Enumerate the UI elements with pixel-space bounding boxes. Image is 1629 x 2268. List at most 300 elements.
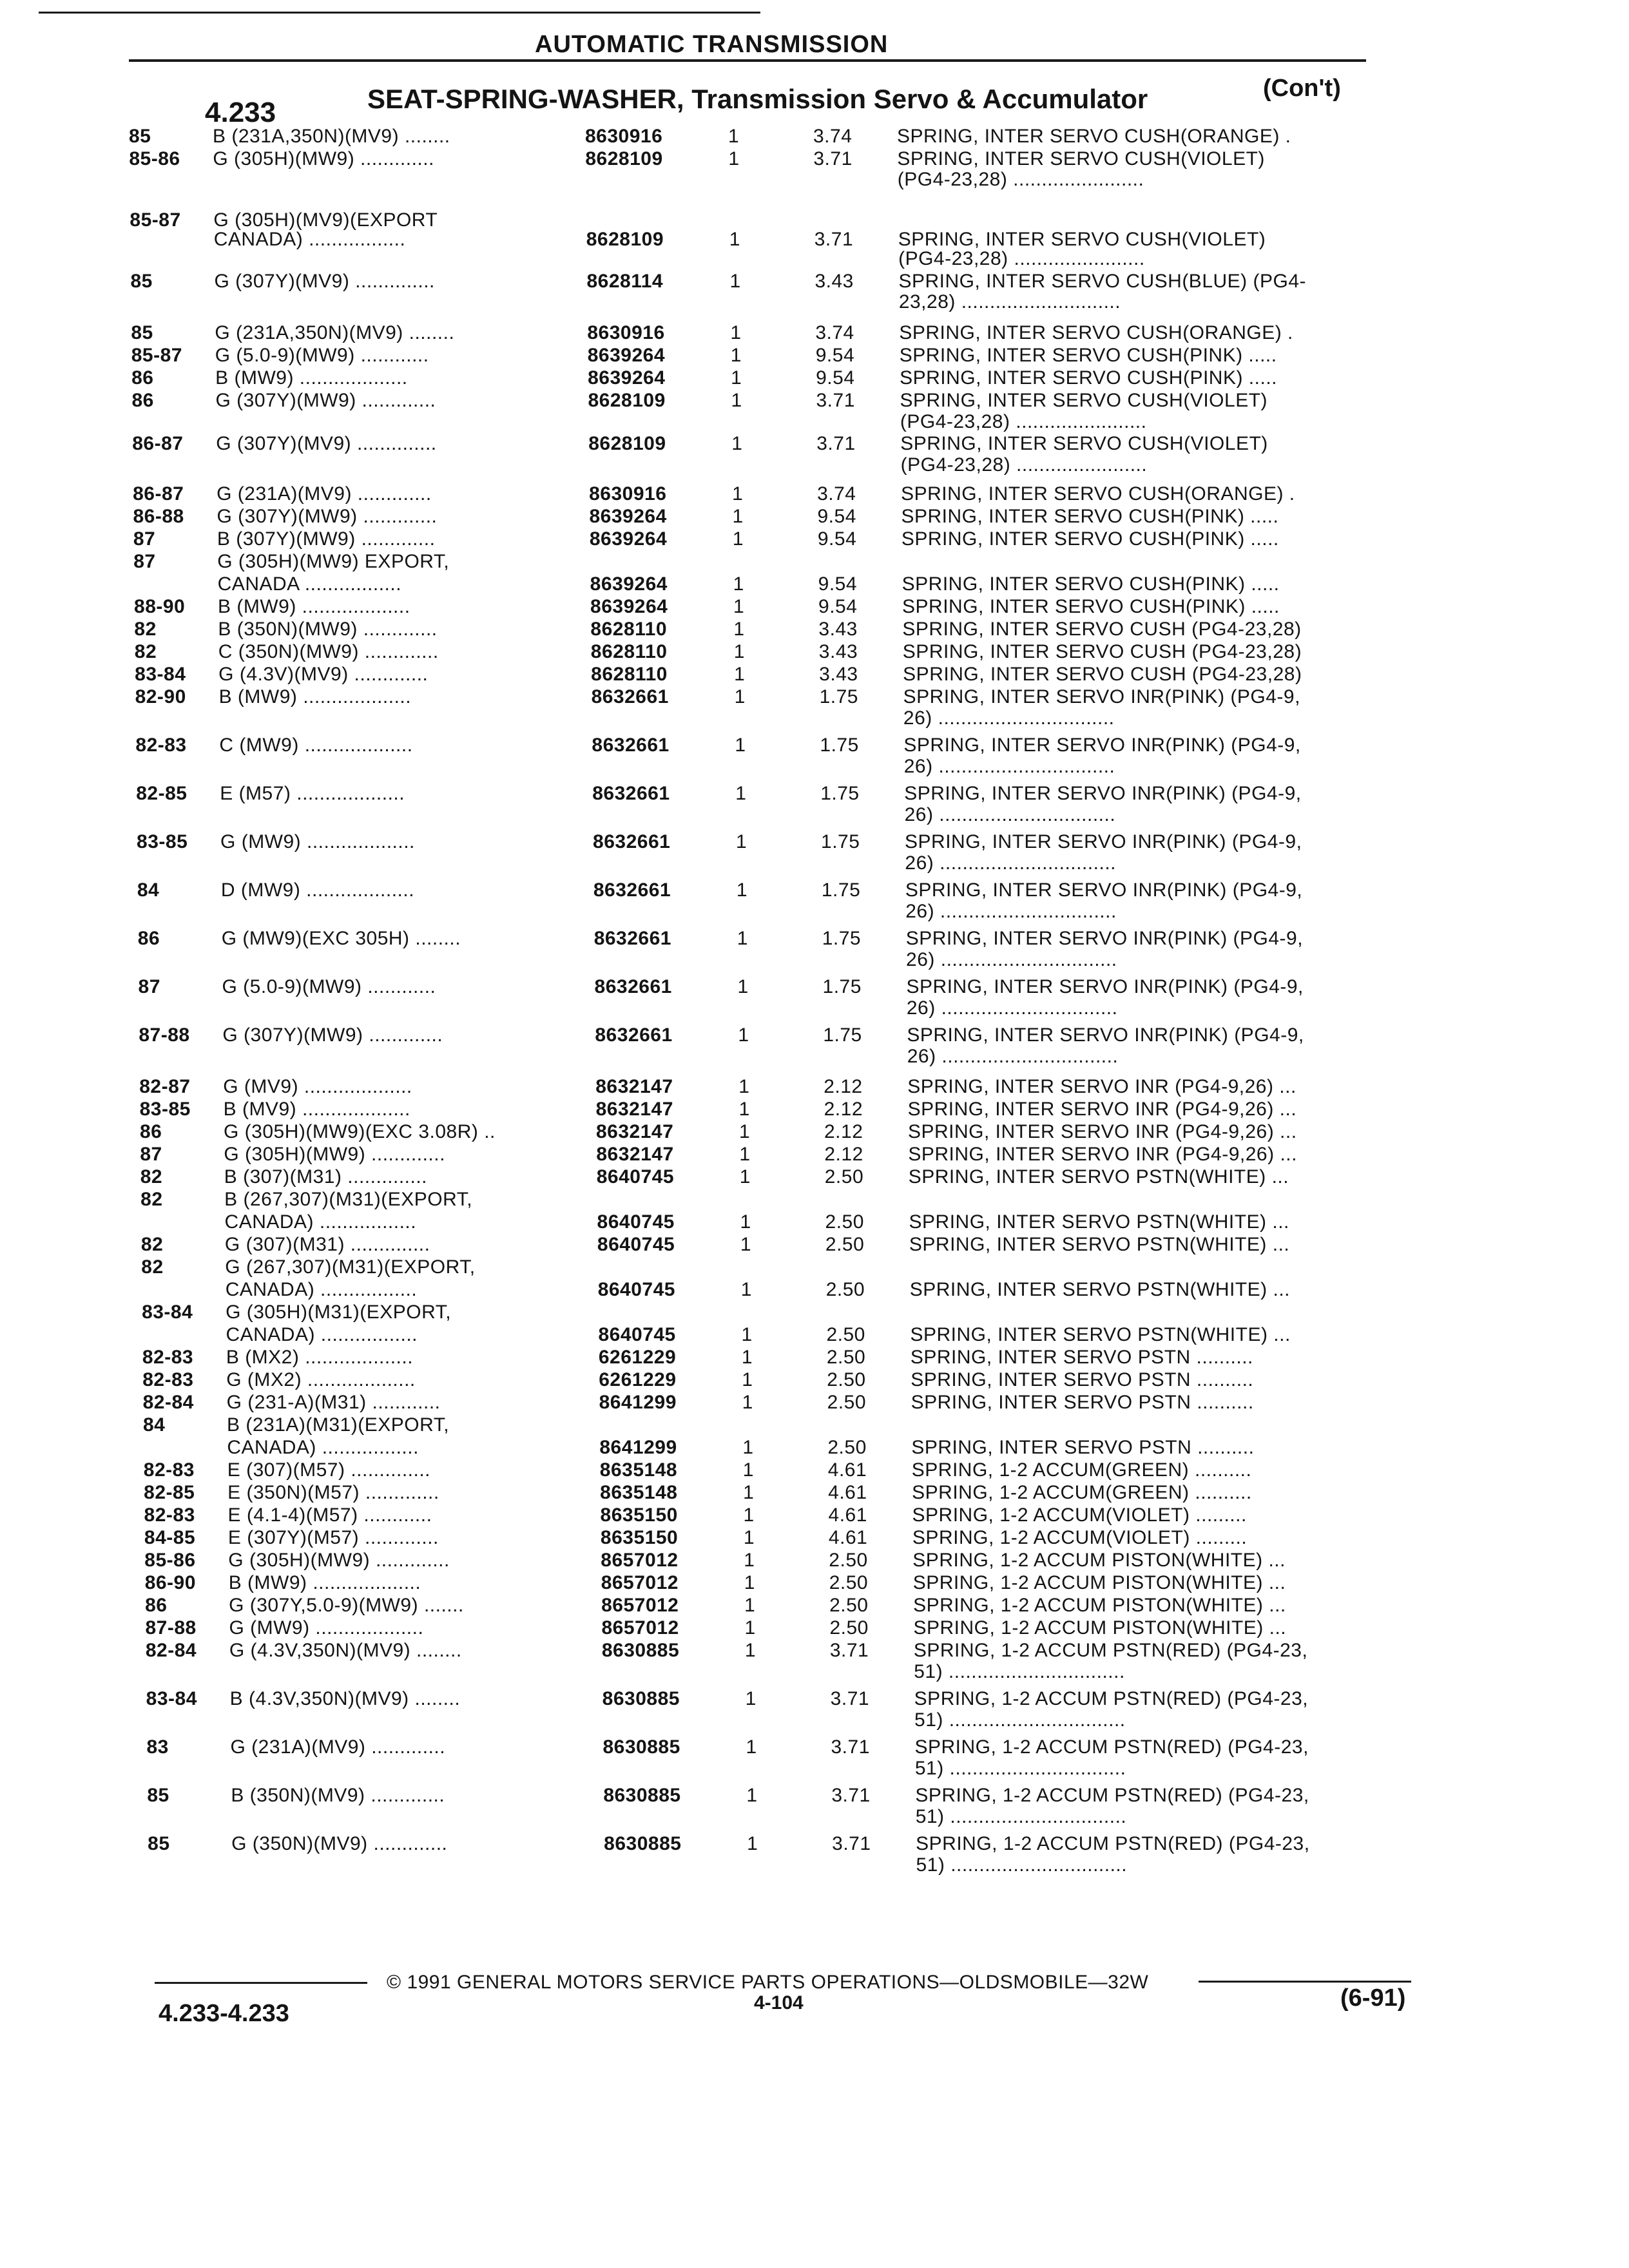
quantity: 1 <box>742 1392 753 1413</box>
part-number: 8628109 <box>586 229 664 250</box>
description: SPRING, INTER SERVO INR(PINK) (PG4-9, <box>903 735 1301 756</box>
part-number: 8639264 <box>589 528 668 550</box>
price: 2.50 <box>829 1617 869 1639</box>
price: 3.71 <box>813 148 853 169</box>
application: B (4.3V,350N)(MV9) ........ <box>229 1688 461 1709</box>
description: SPRING, INTER SERVO INR (PG4-9,26) ... <box>907 1121 1297 1142</box>
quantity: 1 <box>738 1076 750 1097</box>
quantity: 1 <box>736 831 747 852</box>
description: 26) ............................... <box>904 804 1116 825</box>
quantity: 1 <box>729 229 740 250</box>
description: SPRING, INTER SERVO CUSH(ORANGE) . <box>901 483 1295 505</box>
price: 3.71 <box>829 1640 869 1661</box>
description: SPRING, 1-2 ACCUM(VIOLET) ......... <box>912 1527 1248 1548</box>
model-year: 86 <box>145 1595 168 1616</box>
description: SPRING, INTER SERVO PSTN(WHITE) ... <box>908 1166 1289 1187</box>
model-year: 82 <box>134 641 157 662</box>
description: SPRING, INTER SERVO CUSH(VIOLET) <box>900 433 1268 454</box>
price: 1.75 <box>823 1024 862 1046</box>
quantity: 1 <box>740 1234 752 1255</box>
price: 2.50 <box>829 1550 868 1571</box>
table-row <box>0 1121 1629 1147</box>
application: G (305H)(MW9)(EXC 3.08R) .. <box>223 1121 496 1142</box>
description: SPRING, INTER SERVO PSTN .......... <box>911 1369 1254 1390</box>
part-number: 8632661 <box>592 735 670 756</box>
application: B (MW9) ................... <box>218 596 410 617</box>
description: SPRING, INTER SERVO CUSH(PINK) ..... <box>901 573 1280 595</box>
quantity: 1 <box>733 619 745 640</box>
model-year: 85-86 <box>144 1550 196 1571</box>
price: 3.71 <box>832 1833 871 1854</box>
application: G (305H)(MW9) ............. <box>228 1550 450 1571</box>
application: E (4.1-4)(M57) ............ <box>227 1504 432 1526</box>
model-year: 82 <box>140 1189 163 1210</box>
description: SPRING, INTER SERVO INR (PG4-9,26) ... <box>908 1144 1297 1165</box>
quantity: 1 <box>740 1211 751 1233</box>
part-number: 8640745 <box>596 1166 675 1187</box>
part-number: 8632661 <box>592 783 670 804</box>
application: G (305H)(MW9) ............. <box>213 148 434 169</box>
description: SPRING, 1-2 ACCUM PSTN(RED) (PG4-23, <box>914 1736 1309 1758</box>
table-row <box>0 1806 1629 1832</box>
model-year: 82-87 <box>139 1076 191 1097</box>
quantity: 1 <box>743 1504 755 1526</box>
description: 23,28) ............................ <box>898 291 1121 312</box>
model-year: 84 <box>143 1414 166 1436</box>
model-year: 86 <box>137 928 160 949</box>
description: 26) ............................... <box>907 1046 1119 1067</box>
table-row <box>0 1099 1629 1124</box>
part-number: 8632147 <box>595 1099 673 1120</box>
part-number: 8630916 <box>589 483 667 505</box>
model-year: 82-90 <box>135 686 186 707</box>
application: CANADA) ................. <box>227 1437 419 1458</box>
price: 9.54 <box>817 506 856 527</box>
continued-label: (Con't) <box>1263 75 1341 102</box>
application: CANADA) ................. <box>224 1211 417 1233</box>
table-row <box>0 291 1629 317</box>
model-year: 82-83 <box>135 735 187 756</box>
price: 3.71 <box>831 1785 871 1806</box>
price: 3.71 <box>831 1736 870 1758</box>
table-row <box>0 573 1629 599</box>
price: 3.43 <box>815 271 854 292</box>
model-year: 85-87 <box>130 209 181 231</box>
application: G (231A)(MV9) ............. <box>217 483 432 505</box>
application: C (MW9) ................... <box>219 735 413 756</box>
price: 3.43 <box>818 641 858 662</box>
application: G (4.3V,350N)(MV9) ........ <box>229 1640 462 1661</box>
price: 2.50 <box>826 1347 866 1368</box>
table-row <box>0 1144 1629 1169</box>
description: SPRING, 1-2 ACCUM PSTN(RED) (PG4-23, <box>914 1688 1309 1709</box>
price: 1.75 <box>820 735 859 756</box>
application: G (307Y)(MV9) .............. <box>214 271 435 292</box>
part-number: 8657012 <box>601 1617 679 1639</box>
table-row <box>0 1437 1629 1463</box>
part-number: 8632661 <box>591 686 669 707</box>
model-year: 86-90 <box>144 1572 196 1593</box>
quantity: 1 <box>737 976 749 997</box>
price: 3.71 <box>830 1688 870 1709</box>
model-year: 86-87 <box>133 483 184 505</box>
quantity: 1 <box>741 1347 753 1368</box>
application: G (MW9) ................... <box>229 1617 424 1639</box>
part-number: 8640745 <box>597 1211 675 1233</box>
group-title: SEAT-SPRING-WASHER, Transmission Servo & Accumulator <box>367 84 1148 114</box>
application: G (307Y,5.0-9)(MW9) ....... <box>229 1595 464 1616</box>
application: B (350N)(MW9) ............. <box>218 619 438 640</box>
description: (PG4-23,28) ....................... <box>900 454 1148 476</box>
quantity: 1 <box>745 1688 757 1709</box>
part-number: 8628109 <box>585 148 663 169</box>
footer-rule-left <box>155 1982 367 1984</box>
price: 4.61 <box>828 1504 867 1526</box>
model-year: 83 <box>146 1736 169 1758</box>
price: 1.75 <box>819 686 858 707</box>
part-number: 6261229 <box>598 1347 677 1368</box>
application: G (307)(M31) .............. <box>224 1234 430 1255</box>
application: B (MX2) ................... <box>226 1347 414 1368</box>
model-year: 83-85 <box>139 1099 191 1120</box>
model-year: 82-83 <box>144 1504 195 1526</box>
revision-date: (6-91) <box>1340 1984 1406 2012</box>
part-number: 8635148 <box>600 1482 678 1503</box>
description: 51) ............................... <box>914 1758 1126 1779</box>
application: G (267,307)(M31)(EXPORT, <box>225 1256 476 1278</box>
table-row <box>0 1392 1629 1418</box>
part-number: 8639264 <box>587 345 666 366</box>
price: 2.50 <box>825 1211 864 1233</box>
model-year: 82-83 <box>142 1347 194 1368</box>
description: SPRING, INTER SERVO INR(PINK) (PG4-9, <box>906 976 1304 997</box>
description: SPRING, INTER SERVO CUSH(ORANGE) . <box>899 322 1293 343</box>
description: SPRING, INTER SERVO CUSH (PG4-23,28) <box>903 664 1302 685</box>
part-number: 8630885 <box>601 1640 680 1661</box>
table-row <box>0 1189 1629 1215</box>
application: E (M57) ................... <box>220 783 405 804</box>
application: E (307)(M57) .............. <box>227 1459 431 1481</box>
description: SPRING, INTER SERVO PSTN .......... <box>910 1347 1253 1368</box>
application: G (4.3V)(MV9) ............. <box>218 664 429 685</box>
price: 3.74 <box>815 322 854 343</box>
part-number: 8640745 <box>597 1279 675 1300</box>
description: SPRING, INTER SERVO PSTN .......... <box>911 1392 1254 1413</box>
description: SPRING, 1-2 ACCUM(VIOLET) ......... <box>912 1504 1247 1526</box>
page-number: 4-104 <box>754 1992 804 2013</box>
part-number: 8628109 <box>588 433 666 454</box>
application: G (231A)(MV9) ............. <box>230 1736 446 1758</box>
table-row <box>0 1572 1629 1598</box>
table-row <box>0 506 1629 532</box>
table-row <box>0 804 1629 830</box>
description: SPRING, INTER SERVO CUSH(PINK) ..... <box>902 596 1280 617</box>
application: G (307Y)(MW9) ............. <box>217 506 438 527</box>
application: G (350N)(MV9) ............. <box>231 1833 448 1854</box>
part-number: 8630916 <box>587 322 665 343</box>
quantity: 1 <box>739 1166 751 1187</box>
quantity: 1 <box>731 390 742 411</box>
description: SPRING, INTER SERVO CUSH(VIOLET) <box>900 390 1268 411</box>
section-title: AUTOMATIC TRANSMISSION <box>535 31 889 58</box>
description: SPRING, INTER SERVO INR(PINK) (PG4-9, <box>903 686 1300 707</box>
description: SPRING, INTER SERVO INR (PG4-9,26) ... <box>907 1076 1296 1097</box>
quantity: 1 <box>747 1833 758 1854</box>
application: G (307Y)(MV9) .............. <box>216 433 437 454</box>
model-year: 87 <box>140 1144 162 1165</box>
part-number: 8632661 <box>593 928 671 949</box>
application: G (231-A)(M31) ............ <box>226 1392 441 1413</box>
model-year: 83-84 <box>146 1688 197 1709</box>
price: 2.50 <box>824 1166 864 1187</box>
section-title-rule <box>129 59 1366 62</box>
quantity: 1 <box>743 1482 755 1503</box>
quantity: 1 <box>742 1437 754 1458</box>
model-year: 85 <box>131 322 153 343</box>
description: 26) ............................... <box>903 756 1115 777</box>
description: SPRING, INTER SERVO CUSH(VIOLET) <box>897 148 1265 169</box>
application: B (MV9) ................... <box>223 1099 410 1120</box>
part-number: 8628110 <box>590 641 668 662</box>
application: CANADA) ................. <box>226 1324 418 1345</box>
description: SPRING, INTER SERVO PSTN(WHITE) ... <box>909 1234 1290 1255</box>
application: B (267,307)(M31)(EXPORT, <box>224 1189 473 1210</box>
quantity: 1 <box>731 367 742 389</box>
price: 9.54 <box>818 596 858 617</box>
table-row <box>0 248 1629 274</box>
application: G (MW9) ................... <box>220 831 415 852</box>
part-number: 8639264 <box>589 506 667 527</box>
model-year: 86 <box>139 1121 162 1142</box>
model-year: 82-83 <box>142 1369 194 1390</box>
model-year: 85 <box>130 271 153 292</box>
part-number: 8628114 <box>586 271 664 292</box>
model-year: 83-84 <box>135 664 186 685</box>
model-year: 83-85 <box>137 831 188 852</box>
model-year: 87 <box>138 976 160 997</box>
price: 9.54 <box>817 528 857 550</box>
description: SPRING, INTER SERVO CUSH(ORANGE) . <box>897 126 1291 147</box>
part-number: 8630916 <box>585 126 663 147</box>
part-number: 8635150 <box>600 1527 679 1548</box>
table-row <box>0 1076 1629 1102</box>
table-row <box>0 1758 1629 1783</box>
model-year: 82-85 <box>144 1482 195 1503</box>
table-row <box>0 1709 1629 1735</box>
table-row <box>0 949 1629 975</box>
quantity: 1 <box>735 735 746 756</box>
table-row <box>0 1302 1629 1327</box>
description: SPRING, INTER SERVO PSTN .......... <box>911 1437 1255 1458</box>
table-row <box>0 1211 1629 1237</box>
description: SPRING, INTER SERVO CUSH (PG4-23,28) <box>902 641 1302 662</box>
model-year: 83-84 <box>142 1302 193 1323</box>
quantity: 1 <box>732 506 744 527</box>
application: B (231A)(M31)(EXPORT, <box>227 1414 450 1436</box>
table-row <box>0 1369 1629 1395</box>
description: SPRING, INTER SERVO PSTN(WHITE) ... <box>909 1279 1291 1300</box>
table-row <box>0 852 1629 878</box>
application: B (MW9) ................... <box>218 686 412 707</box>
quantity: 1 <box>728 148 740 169</box>
part-number: 8635148 <box>599 1459 678 1481</box>
quantity: 1 <box>742 1369 753 1390</box>
price: 2.50 <box>827 1369 866 1390</box>
table-row <box>0 1661 1629 1687</box>
table-row <box>0 1347 1629 1372</box>
model-year: 87 <box>133 528 156 550</box>
model-year: 82 <box>141 1256 164 1278</box>
application: E (350N)(M57) ............. <box>227 1482 439 1503</box>
description: SPRING, 1-2 ACCUM PISTON(WHITE) ... <box>912 1550 1286 1571</box>
page-range: 4.233-4.233 <box>159 2000 289 2027</box>
description: SPRING, INTER SERVO PSTN(WHITE) ... <box>910 1324 1291 1345</box>
part-number: 8640745 <box>597 1234 675 1255</box>
quantity: 1 <box>733 596 745 617</box>
quantity: 1 <box>746 1785 758 1806</box>
part-number: 8630885 <box>602 1736 680 1758</box>
model-year: 86 <box>131 390 154 411</box>
part-number: 8632147 <box>596 1144 674 1165</box>
description: (PG4-23,28) ....................... <box>898 248 1145 269</box>
model-year: 82-84 <box>142 1392 194 1413</box>
description: 51) ............................... <box>914 1661 1125 1682</box>
price: 2.50 <box>826 1324 865 1345</box>
price: 2.50 <box>825 1279 865 1300</box>
description: SPRING, INTER SERVO CUSH(PINK) ..... <box>899 345 1277 366</box>
price: 2.12 <box>824 1121 863 1142</box>
model-year: 85 <box>147 1785 169 1806</box>
application: G (305H)(MV9)(EXPORT <box>213 209 438 231</box>
model-year: 84-85 <box>144 1527 196 1548</box>
application: B (231A,350N)(MV9) ........ <box>213 126 450 147</box>
part-number: 8632661 <box>595 1024 673 1046</box>
model-year: 85-86 <box>129 148 180 169</box>
description: SPRING, INTER SERVO CUSH(PINK) ..... <box>900 367 1277 389</box>
table-row <box>0 1527 1629 1553</box>
quantity: 1 <box>744 1595 756 1616</box>
price: 2.50 <box>829 1595 869 1616</box>
application: CANADA) ................. <box>225 1279 418 1300</box>
model-year: 86-88 <box>133 506 184 527</box>
application: CANADA ................. <box>217 573 402 595</box>
table-row <box>0 1046 1629 1072</box>
quantity: 1 <box>744 1572 755 1593</box>
table-row <box>0 619 1629 644</box>
table-row <box>0 1550 1629 1575</box>
description: 26) ............................... <box>906 997 1118 1019</box>
model-year: 86 <box>131 367 154 389</box>
description: SPRING, 1-2 ACCUM(GREEN) .......... <box>911 1459 1252 1481</box>
application: G (5.0-9)(MW9) ............ <box>222 976 436 997</box>
description: SPRING, INTER SERVO INR(PINK) (PG4-9, <box>905 928 1304 949</box>
part-number: 6261229 <box>599 1369 677 1390</box>
model-year: 86-87 <box>132 433 184 454</box>
quantity: 1 <box>733 573 744 595</box>
quantity: 1 <box>730 345 742 366</box>
part-number: 8635150 <box>600 1504 678 1526</box>
table-row <box>0 1279 1629 1305</box>
application: G (5.0-9)(MW9) ............ <box>215 345 429 366</box>
application: G (MX2) ................... <box>226 1369 416 1390</box>
application: G (307Y)(MW9) ............. <box>215 390 436 411</box>
table-row <box>0 345 1629 370</box>
model-year: 82-83 <box>143 1459 195 1481</box>
table-row <box>0 1459 1629 1485</box>
model-year: 87-88 <box>139 1024 190 1046</box>
table-row <box>0 1256 1629 1282</box>
part-number: 8630885 <box>604 1833 682 1854</box>
application: C (350N)(MW9) ............. <box>218 641 439 662</box>
quantity: 1 <box>737 928 748 949</box>
table-row <box>0 1617 1629 1643</box>
application: G (307Y)(MW9) ............. <box>222 1024 443 1046</box>
quantity: 1 <box>738 1121 751 1142</box>
price: 3.43 <box>819 664 858 685</box>
description: SPRING, 1-2 ACCUM PSTN(RED) (PG4-23, <box>915 1785 1309 1806</box>
description: SPRING, INTER SERVO CUSH(VIOLET) <box>898 229 1266 250</box>
application: G (231A,350N)(MV9) ........ <box>215 322 455 343</box>
model-year: 82 <box>140 1166 163 1187</box>
description: (PG4-23,28) ....................... <box>900 411 1147 432</box>
footer-rule-right <box>1199 1981 1411 1983</box>
model-year: 85 <box>148 1833 170 1854</box>
table-row <box>0 901 1629 927</box>
table-row <box>0 997 1629 1023</box>
price: 3.71 <box>816 390 855 411</box>
part-number: 8632661 <box>593 831 671 852</box>
part-number: 8632147 <box>595 1121 674 1142</box>
table-row <box>0 707 1629 733</box>
description: 26) ............................... <box>905 852 1116 874</box>
model-year: 82 <box>140 1234 164 1255</box>
description: SPRING, INTER SERVO CUSH(PINK) ..... <box>901 506 1279 527</box>
description: 51) ............................... <box>915 1806 1127 1827</box>
price: 1.75 <box>822 976 862 997</box>
quantity: 1 <box>728 126 740 147</box>
part-number: 8628110 <box>590 619 668 640</box>
table-row <box>0 1234 1629 1260</box>
table-row <box>0 1414 1629 1440</box>
application: G (MW9)(EXC 305H) ........ <box>221 928 461 949</box>
model-year: 87 <box>133 551 156 572</box>
description: SPRING, INTER SERVO CUSH(PINK) ..... <box>901 528 1279 550</box>
price: 3.74 <box>817 483 856 505</box>
model-year: 85-87 <box>131 345 182 366</box>
table-row <box>0 641 1629 667</box>
description: SPRING, 1-2 ACCUM PISTON(WHITE) ... <box>913 1617 1287 1639</box>
part-number: 8628109 <box>588 390 666 411</box>
application: G (MV9) ................... <box>223 1076 412 1097</box>
table-row <box>0 454 1629 480</box>
quantity: 1 <box>746 1736 757 1758</box>
description: 51) ............................... <box>914 1709 1126 1731</box>
quantity: 1 <box>743 1527 755 1548</box>
table-row <box>0 126 1629 151</box>
price: 3.71 <box>816 433 856 454</box>
table-row <box>0 596 1629 622</box>
quantity: 1 <box>734 664 746 685</box>
part-number: 8639264 <box>590 596 668 617</box>
quantity: 1 <box>733 641 745 662</box>
table-row <box>0 756 1629 782</box>
quantity: 1 <box>736 879 748 901</box>
price: 4.61 <box>828 1482 867 1503</box>
description: SPRING, INTER SERVO PSTN(WHITE) ... <box>909 1211 1289 1233</box>
table-row <box>0 322 1629 348</box>
table-row <box>0 169 1629 195</box>
quantity: 1 <box>744 1640 757 1661</box>
